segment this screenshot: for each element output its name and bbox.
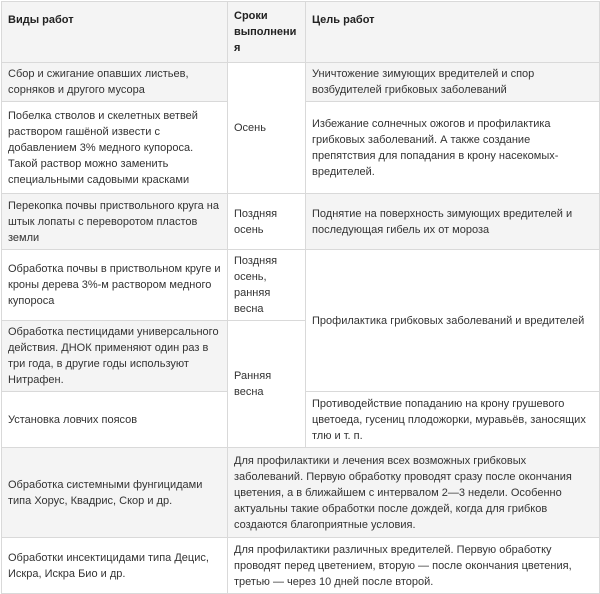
table-row xyxy=(2,194,600,250)
table-header-row xyxy=(2,2,600,63)
work-cell: Обработки инсектицидами типа Децис, Искра, Искра Био и др. xyxy=(2,538,228,594)
table-row xyxy=(2,448,600,538)
table-row xyxy=(2,63,600,102)
work-cell: Установка ловчих поясов xyxy=(2,392,228,448)
work-cell: Обработка системными фунгицидами типа Хорус, Квадрис, Скор и др. xyxy=(2,448,228,538)
goal-cell: Уничтожение зимующих вредителей и спор возбудителей грибковых заболеваний xyxy=(306,63,600,102)
timing-goal-cell: Для профилактики и лечения всех возможных грибковых заболеваний. Первую обработку проводят сразу после окончания цветения, а в ближайшем с интервалом 2—3 недели. Особенно актуальны такие обработки после дождей, когда для грибков создаются благоприятные условия. xyxy=(228,448,600,538)
work-cell: Обработка почвы в приствольном круге и кроны дерева 3%-м раствором медного купороса xyxy=(2,250,228,321)
goal-cell-fungal-pests: Профилактика грибковых заболеваний и вредителей xyxy=(306,250,600,392)
work-cell: Сбор и сжигание опавших листьев, сорняков и другого мусора xyxy=(2,63,228,102)
timing-cell-autumn: Осень xyxy=(228,63,306,194)
goal-cell: Избежание солнечных ожогов и профилактика грибковых заболеваний. А также создание препятствия для попадания в крону насекомых-вредителей. xyxy=(306,102,600,194)
goal-cell: Противодействие попаданию на крону грушевого цветоеда, гусениц плодожорки, муравьёв, заносящих тлю и т. п. xyxy=(306,392,600,448)
timing-cell: Поздняя осень, ранняя весна xyxy=(228,250,306,321)
timing-cell-early-spring: Ранняя весна xyxy=(228,321,306,448)
works-table xyxy=(1,1,600,594)
work-cell: Обработка пестицидами универсального действия. ДНОК применяют один раз в три года, в другие годы используют Нитрафен. xyxy=(2,321,228,392)
timing-goal-cell: Для профилактики различных вредителей. Первую обработку проводят перед цветением, вторую — после окончания цветения, третью — через 10 дней после второй. xyxy=(228,538,600,594)
header-work-types: Виды работ xyxy=(2,2,228,63)
header-timing: Сроки выполнения xyxy=(228,2,306,63)
timing-cell: Поздняя осень xyxy=(228,194,306,250)
work-cell: Побелка стволов и скелетных ветвей раствором гашёной извести с добавлением 3% медного купороса. Такой раствор можно заменить специальными садовыми красками xyxy=(2,102,228,194)
table-row xyxy=(2,538,600,594)
goal-cell: Поднятие на поверхность зимующих вредителей и последующая гибель их от мороза xyxy=(306,194,600,250)
header-goal: Цель работ xyxy=(306,2,600,63)
work-cell: Перекопка почвы приствольного круга на штык лопаты с переворотом пластов земли xyxy=(2,194,228,250)
table-row xyxy=(2,250,600,321)
